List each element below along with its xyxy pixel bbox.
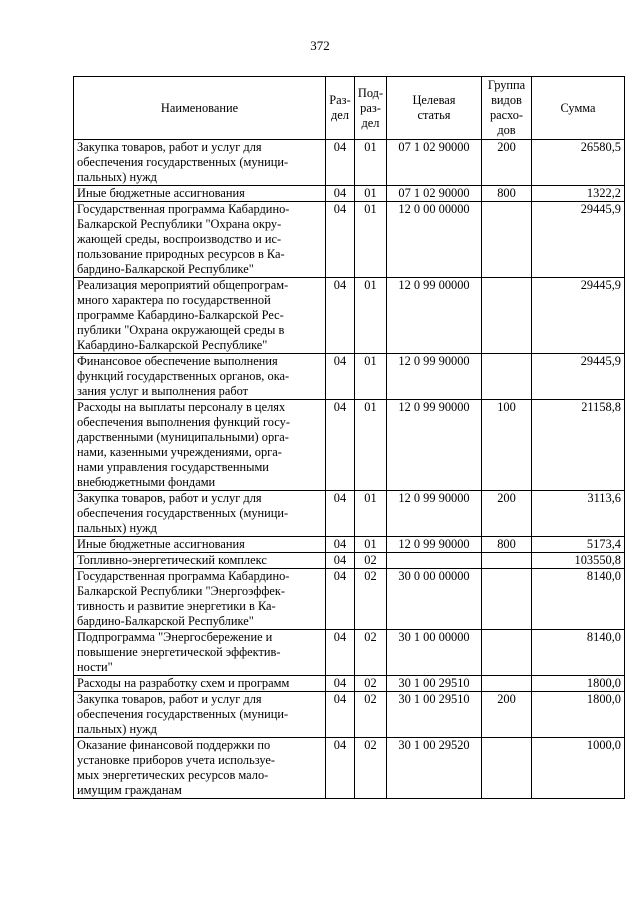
cell-podrazdel: 01: [355, 278, 387, 354]
cell-group: 200: [482, 692, 532, 738]
cell-name: Государственная программа Кабардино- Балкарской Республики "Охрана окру- жающей среды, воспроизводство и ис- пользование природных ресурсов в Ка- бардино-Балкарской Республике": [74, 202, 326, 278]
cell-sum: 29445,9: [532, 354, 625, 400]
cell-podrazdel: 02: [355, 569, 387, 630]
cell-sum: 21158,8: [532, 400, 625, 491]
header-sum: [532, 77, 625, 140]
cell-podrazdel: 01: [355, 400, 387, 491]
cell-article: 07 1 02 90000: [387, 140, 482, 186]
cell-name: Государственная программа Кабардино- Балкарской Республики "Энергоэффек- тивность и развитие энергетики в Ка- бардино-Балкарской Республике": [74, 569, 326, 630]
table-row: [74, 140, 625, 186]
cell-article: 12 0 99 90000: [387, 491, 482, 537]
cell-group: [482, 630, 532, 676]
cell-podrazdel: 02: [355, 738, 387, 799]
cell-article: 30 1 00 00000: [387, 630, 482, 676]
table-body: [74, 140, 625, 799]
header-name-label: Наименование: [160, 100, 239, 115]
cell-sum: 29445,9: [532, 278, 625, 354]
table-row: [74, 553, 625, 569]
table-row: [74, 354, 625, 400]
cell-article: 12 0 99 90000: [387, 400, 482, 491]
cell-razdel: 04: [326, 569, 355, 630]
cell-razdel: 04: [326, 537, 355, 553]
cell-group: [482, 569, 532, 630]
cell-razdel: 04: [326, 491, 355, 537]
cell-sum: 8140,0: [532, 569, 625, 630]
table-row: [74, 537, 625, 553]
cell-podrazdel: 02: [355, 692, 387, 738]
cell-name: Иные бюджетные ассигнования: [74, 537, 326, 553]
cell-article: 07 1 02 90000: [387, 186, 482, 202]
cell-name: Закупка товаров, работ и услуг для обеспечения государственных (муници- пальных) нужд: [74, 140, 326, 186]
cell-name: Закупка товаров, работ и услуг для обеспечения государственных (муници- пальных) нужд: [74, 491, 326, 537]
cell-sum: 103550,8: [532, 553, 625, 569]
cell-group: 200: [482, 491, 532, 537]
cell-name: Оказание финансовой поддержки по установке приборов учета используе- мых энергетических ресурсов мало- имущим гражданам: [74, 738, 326, 799]
table-row: [74, 569, 625, 630]
cell-razdel: 04: [326, 692, 355, 738]
cell-article: 30 1 00 29510: [387, 676, 482, 692]
table-row: [74, 630, 625, 676]
table-row: [74, 738, 625, 799]
cell-sum: 1800,0: [532, 692, 625, 738]
cell-podrazdel: 01: [355, 186, 387, 202]
cell-razdel: 04: [326, 354, 355, 400]
header-podrazdel-label: Под- раз- дел: [357, 85, 384, 130]
header-razdel: [326, 77, 355, 140]
cell-podrazdel: 02: [355, 553, 387, 569]
cell-podrazdel: 02: [355, 630, 387, 676]
cell-group: [482, 738, 532, 799]
cell-sum: 1000,0: [532, 738, 625, 799]
table-row: [74, 278, 625, 354]
cell-group: [482, 676, 532, 692]
header-razdel-label: Раз- дел: [329, 93, 351, 122]
cell-podrazdel: 01: [355, 202, 387, 278]
cell-article: 12 0 00 00000: [387, 202, 482, 278]
cell-name: Расходы на разработку схем и программ: [74, 676, 326, 692]
cell-razdel: 04: [326, 278, 355, 354]
table-row: [74, 491, 625, 537]
cell-razdel: 04: [326, 400, 355, 491]
cell-razdel: 04: [326, 202, 355, 278]
cell-sum: 1800,0: [532, 676, 625, 692]
header-group: [482, 77, 532, 140]
cell-group: [482, 553, 532, 569]
page-number: 372: [310, 38, 330, 53]
header-podrazdel: [355, 77, 387, 140]
cell-name: Топливно-энергетический комплекс: [74, 553, 326, 569]
cell-article: 12 0 99 00000: [387, 278, 482, 354]
cell-razdel: 04: [326, 140, 355, 186]
cell-article: 30 1 00 29510: [387, 692, 482, 738]
cell-podrazdel: 01: [355, 140, 387, 186]
cell-sum: 8140,0: [532, 630, 625, 676]
table-row: [74, 400, 625, 491]
cell-podrazdel: 01: [355, 354, 387, 400]
budget-table: [73, 76, 625, 799]
header-article: [387, 77, 482, 140]
header-sum-label: Сумма: [560, 100, 596, 115]
cell-name: Закупка товаров, работ и услуг для обеспечения государственных (муници- пальных) нужд: [74, 692, 326, 738]
table-row: [74, 186, 625, 202]
cell-razdel: 04: [326, 186, 355, 202]
cell-group: 100: [482, 400, 532, 491]
cell-razdel: 04: [326, 630, 355, 676]
header-group-label: Группа видов расхо- дов: [487, 78, 526, 137]
cell-sum: 1322,2: [532, 186, 625, 202]
cell-article: [387, 553, 482, 569]
cell-name: Реализация мероприятий общепрограм- много характера по государственной программе Кабардино-Балкарской Рес- публики "Охрана окружающей среды в Кабардино-Балкарской Республике": [74, 278, 326, 354]
table-row: [74, 692, 625, 738]
cell-razdel: 04: [326, 553, 355, 569]
cell-podrazdel: 01: [355, 491, 387, 537]
cell-sum: 29445,9: [532, 202, 625, 278]
cell-podrazdel: 01: [355, 537, 387, 553]
cell-article: 30 1 00 29520: [387, 738, 482, 799]
header-name: [74, 77, 326, 140]
cell-group: 800: [482, 537, 532, 553]
cell-name: Расходы на выплаты персоналу в целях обеспечения выполнения функций госу- дарственными (муниципальными) орга- нами, казенными учреждениями, орга- нами управления государственными внебюджетными фондами: [74, 400, 326, 491]
table-row: [74, 676, 625, 692]
header-article-label: Целевая статья: [412, 93, 456, 122]
cell-article: 12 0 99 90000: [387, 354, 482, 400]
cell-name: Финансовое обеспечение выполнения функций государственных органов, ока- зания услуг и выполнения работ: [74, 354, 326, 400]
cell-name: Подпрограмма "Энергосбережение и повышение энергетической эффектив- ности": [74, 630, 326, 676]
cell-razdel: 04: [326, 676, 355, 692]
table-row: [74, 202, 625, 278]
cell-article: 12 0 99 90000: [387, 537, 482, 553]
cell-group: 800: [482, 186, 532, 202]
cell-group: [482, 354, 532, 400]
cell-sum: 5173,4: [532, 537, 625, 553]
cell-sum: 26580,5: [532, 140, 625, 186]
cell-podrazdel: 02: [355, 676, 387, 692]
cell-group: [482, 202, 532, 278]
cell-group: 200: [482, 140, 532, 186]
cell-group: [482, 278, 532, 354]
cell-sum: 3113,6: [532, 491, 625, 537]
cell-name: Иные бюджетные ассигнования: [74, 186, 326, 202]
table-header-row: [74, 77, 625, 140]
cell-article: 30 0 00 00000: [387, 569, 482, 630]
cell-razdel: 04: [326, 738, 355, 799]
